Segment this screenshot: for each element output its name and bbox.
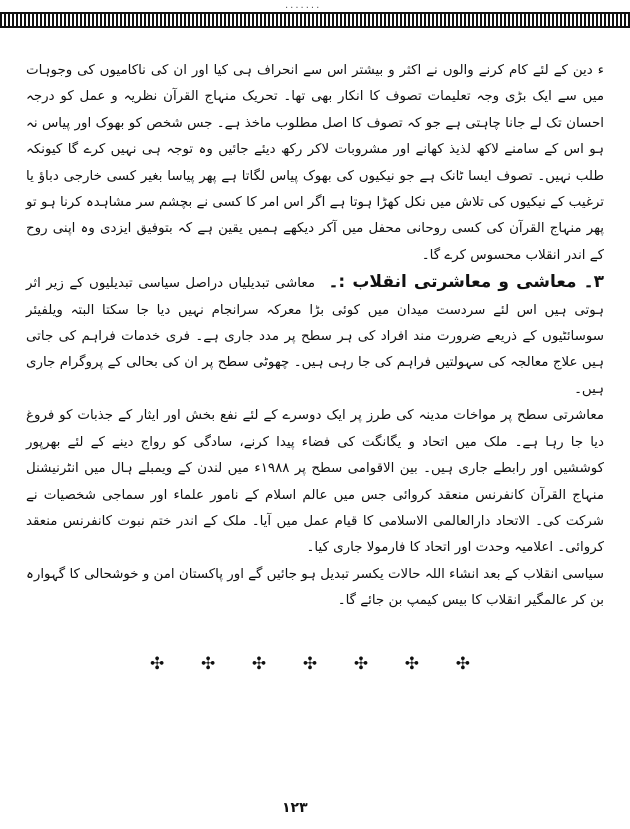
- ornament-icon: ✣: [251, 654, 267, 674]
- page-number: ۱۲۳: [282, 800, 308, 816]
- page-body: [26, 58, 604, 615]
- section-text: معاشی تبدیلیاں دراصل سیاسی تبدیلیوں کے زیر اثر ہوتی ہیں اس لئے سردست میدان میں کوئی بڑا معرکہ سرانجام نہیں دیا جا سکتا البتہ ویلفیئر سوسائٹیوں کے ذریعے ضرورت مند افراد کی ہر سطح پر مدد جاری ہے۔ فری خدمات فراہم کی جاتی ہیں علاج معالجہ کی سہولتیں فراہم کی جا رہی ہیں۔ چھوٹی سطح پر ان کی بحالی کے پروگرام جاری ہیں۔: [26, 276, 604, 397]
- paragraph-political-revolution: سیاسی انقلاب کے بعد انشاء اللہ حالات یکسر تبدیل ہو جائیں گے اور پاکستان امن و خوشحالی کا گہوارہ بن کر عالمگیر انقلاب کا بیس کیمپ بن جائے گا۔: [26, 566, 604, 609]
- top-border-rule: [0, 12, 630, 28]
- paragraph-tasawwuf: ء دین کے لئے کام کرنے والوں نے اکثر و بیشتر اس سے انحراف ہی کیا اور ان کی ناکامیوں کی وجوہات میں سے ایک بڑی وجہ تعلیمات تصوف کا انکار بھی تھا۔ تحریک منہاج القرآن نظریہ و عمل کو درجہ احسان تک لے جانا چاہتی ہے جو کہ تصوف کا اصل مطلوب ماخذ ہے۔ جس شخص کو بھوک اور پیاس نہ ہو اس کے سامنے لاکھ لذیذ کھانے اور مشروبات لاکر رکھ دیئے جائیں وہ توجہ ہی نہیں کرے گا کیونکہ طلب نہیں۔ تصوف ایسا ٹانک ہے جو نیکیوں کی بھوک پیاس لگاتا ہے پھر پیاسا بغیر کسی خارجی دباؤ یا ترغیب کے نیکیوں کی تلاش میں نکل کھڑا ہوتا ہے اگر اس امر کا کسی نے بچشم سر مشاہدہ کرنا ہو تو پھر منہاج القرآن کی کسی روحانی محفل میں آکر دیکھے ہمیں یقین ہے کہ بتوفیق ایزدی وہ اپنی روح کے اندر انقلاب محسوس کرے گا۔: [26, 63, 604, 263]
- ornament-icon: ✣: [353, 654, 369, 674]
- ornament-icon: ✣: [200, 654, 216, 674]
- section-economic-social: [26, 269, 604, 403]
- section-heading: ۳۔ معاشی و معاشرتی انقلاب :۔: [328, 272, 604, 293]
- paragraph-social-level: معاشرتی سطح پر مواخات مدینہ کی طرز پر ایک دوسرے کے لئے نفع بخش اور ایثار کے جذبات کو فروغ دیا جا رہا ہے۔ ملک میں اتحاد و یگانگت کی فضاء پیدا کرنے، سادگی کو رواج دینے کے لئے بھرپور کوششیں اور رابطے جاری ہیں۔ بین الاقوامی سطح پر ۱۹۸۸ء میں لندن کے ویمبلے ہال میں انٹرنیشنل منہاج القرآن کانفرنس منعقد کروائی جس میں عالم اسلام کے نامور علماء اور سماجی شخصیات نے شرکت کی۔ الاتحاد دارالعالمی الاسلامی کا قیام عمل میں آیا۔ ملک کے اندر ختم نبوت کانفرنس منعقد کروائی۔ اعلامیہ وحدت اور اتحاد کا فارمولا جاری کیا۔: [26, 408, 604, 556]
- ornament-icon: ✣: [404, 654, 420, 674]
- header-dots: .......: [285, 0, 322, 11]
- ornament-icon: ✣: [455, 654, 470, 674]
- ornament-icon: ✣: [302, 654, 318, 674]
- ornament-icon: ✣: [150, 654, 165, 674]
- ornament-row: [150, 654, 470, 674]
